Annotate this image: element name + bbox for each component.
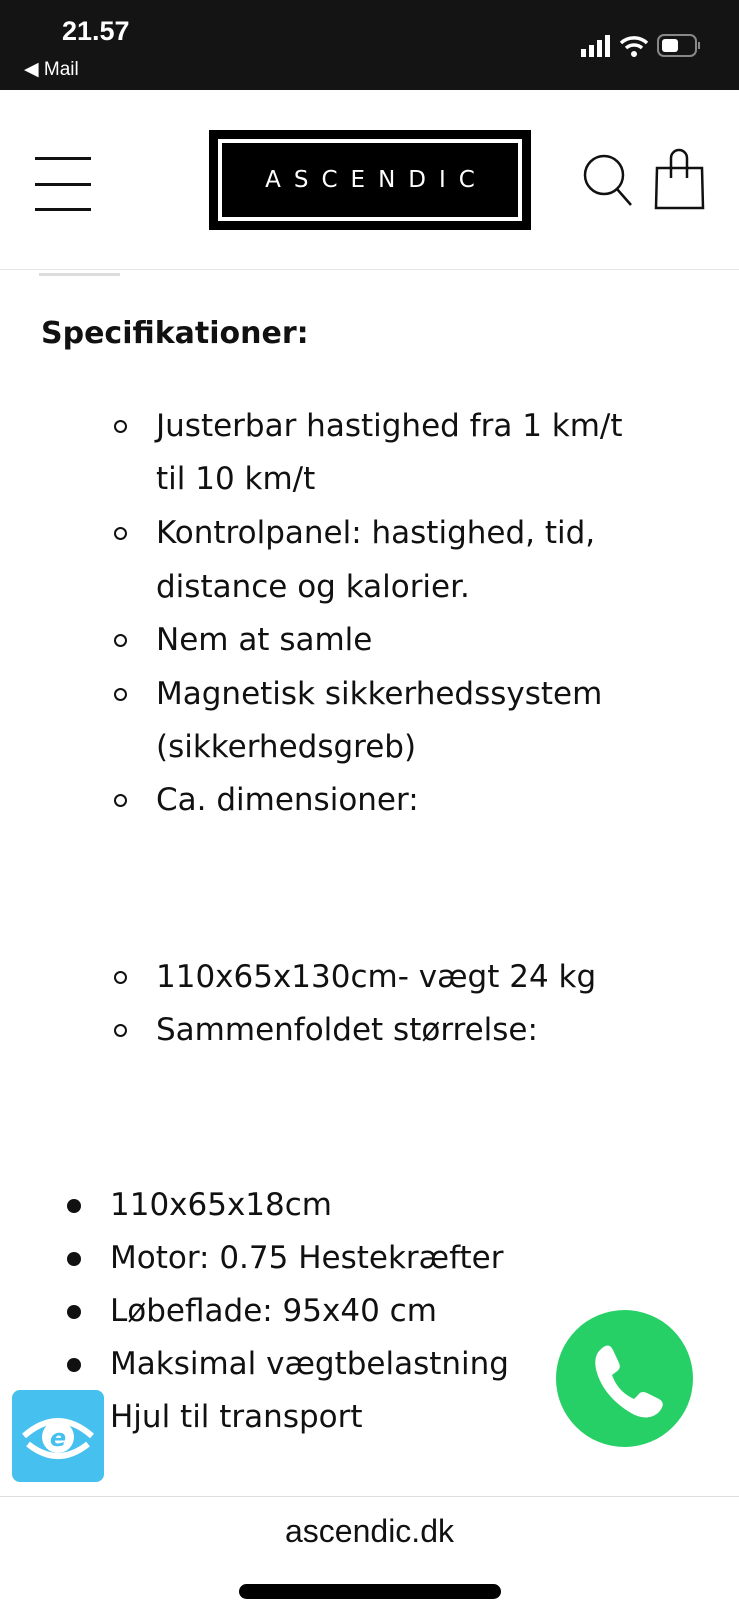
clock: 21.57 bbox=[62, 16, 130, 46]
list-item: Løbeflade: 95x40 cm bbox=[110, 1293, 437, 1329]
list-item: 110x65x18cm bbox=[110, 1187, 332, 1223]
cart-icon[interactable] bbox=[654, 148, 706, 210]
spec-heading: Specifikationer: bbox=[41, 316, 309, 351]
signal-icon bbox=[581, 35, 611, 57]
bullet bbox=[114, 971, 127, 984]
bullet bbox=[114, 794, 127, 807]
wifi-icon bbox=[619, 35, 649, 57]
battery-icon bbox=[657, 34, 701, 58]
bullet bbox=[67, 1199, 81, 1213]
list-item: Hjul til transport bbox=[110, 1399, 363, 1435]
status-bar bbox=[0, 0, 739, 90]
list-item-cont: (sikkerhedsgreb) bbox=[156, 729, 417, 765]
list-item: Sammenfoldet størrelse: bbox=[156, 1012, 538, 1048]
list-item-cont: til 10 km/t bbox=[156, 461, 316, 497]
call-button[interactable] bbox=[556, 1310, 693, 1447]
list-item: Justerbar hastighed fra 1 km/t bbox=[156, 408, 623, 444]
list-item: Maksimal vægtbelastning bbox=[110, 1346, 509, 1382]
url-text: ascendic.dk bbox=[285, 1513, 454, 1549]
list-item: Ca. dimensioner: bbox=[156, 782, 419, 818]
bullet bbox=[67, 1252, 81, 1266]
list-item: Nem at samle bbox=[156, 622, 373, 658]
bullet bbox=[114, 634, 127, 647]
bullet bbox=[114, 527, 127, 540]
site-header bbox=[0, 90, 739, 270]
home-indicator[interactable] bbox=[239, 1584, 501, 1599]
eye-icon bbox=[12, 1390, 104, 1482]
bullet bbox=[114, 420, 127, 433]
phone-icon bbox=[556, 1310, 693, 1447]
bullet bbox=[67, 1305, 81, 1319]
svg-text:e: e bbox=[49, 1424, 67, 1452]
back-to-mail[interactable]: ◀ Mail bbox=[24, 59, 79, 80]
list-item-cont: distance og kalorier. bbox=[156, 569, 470, 605]
logo[interactable]: ASCENDIC bbox=[209, 130, 531, 230]
divider bbox=[39, 273, 120, 276]
list-item: Motor: 0.75 Hestekræfter bbox=[110, 1240, 504, 1276]
menu-button[interactable] bbox=[35, 157, 91, 209]
bullet bbox=[114, 1024, 127, 1037]
list-item: Kontrolpanel: hastighed, tid, bbox=[156, 515, 596, 551]
list-item: 110x65x130cm- vægt 24 kg bbox=[156, 959, 597, 995]
list-item: Magnetisk sikkerhedssystem bbox=[156, 676, 603, 712]
accessibility-button[interactable] bbox=[12, 1390, 104, 1482]
bullet bbox=[67, 1358, 81, 1372]
search-icon[interactable] bbox=[583, 152, 635, 208]
bullet bbox=[114, 688, 127, 701]
